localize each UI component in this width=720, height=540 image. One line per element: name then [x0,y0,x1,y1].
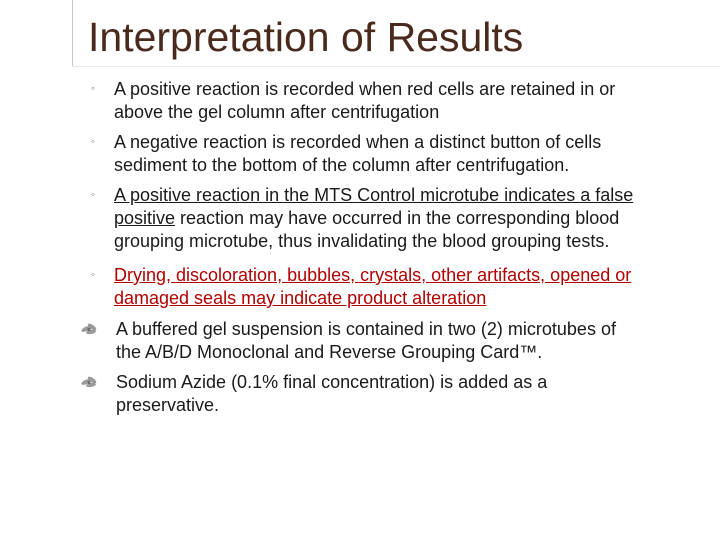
circle-bullet-icon: ◦ [91,189,95,201]
bullet-text-line: grouping microtube, thus invalidating the blood grouping tests. [114,231,610,251]
left-accent-rule [72,0,73,66]
bullet-text-line: the A/B/D Monoclonal and Reverse Grouping Card™. [116,342,543,362]
circle-bullet-icon: ◦ [91,83,95,95]
bullet-text-line: A positive reaction is recorded when red cells are retained in or [114,79,616,99]
bullet-text-line [114,207,619,230]
bullet-text-line: A buffered gel suspension is contained in two (2) microtubes of [116,319,616,339]
bullet-text-line: sediment to the bottom of the column after centrifugation. [114,155,570,175]
title-divider [72,66,720,67]
bullet-text-line: A negative reaction is recorded when a distinct button of cells [114,132,602,152]
underlined-term: positive [114,208,176,228]
circle-bullet-icon: ◦ [91,269,95,281]
bullet-text-line-underlined: A positive reaction in the MTS Control microtube indicates a false [114,185,634,205]
flower-bullet-icon [76,318,104,341]
slide-title: Interpretation of Results [88,14,524,60]
bullet-text-line: Sodium Azide (0.1% final concentration) is added as a [116,372,548,392]
bullet-text-rest: reaction may have occurred in the corresponding blood [175,208,620,228]
bullet-text-line: above the gel column after centrifugation [114,102,440,122]
circle-bullet-icon: ◦ [91,136,95,148]
flower-bullet-icon [76,371,104,394]
warning-text-line: damaged seals may indicate product alteration [114,288,487,308]
warning-text-line: Drying, discoloration, bubbles, crystals, other artifacts, opened or [114,265,632,285]
bullet-text-line: preservative. [116,395,220,415]
